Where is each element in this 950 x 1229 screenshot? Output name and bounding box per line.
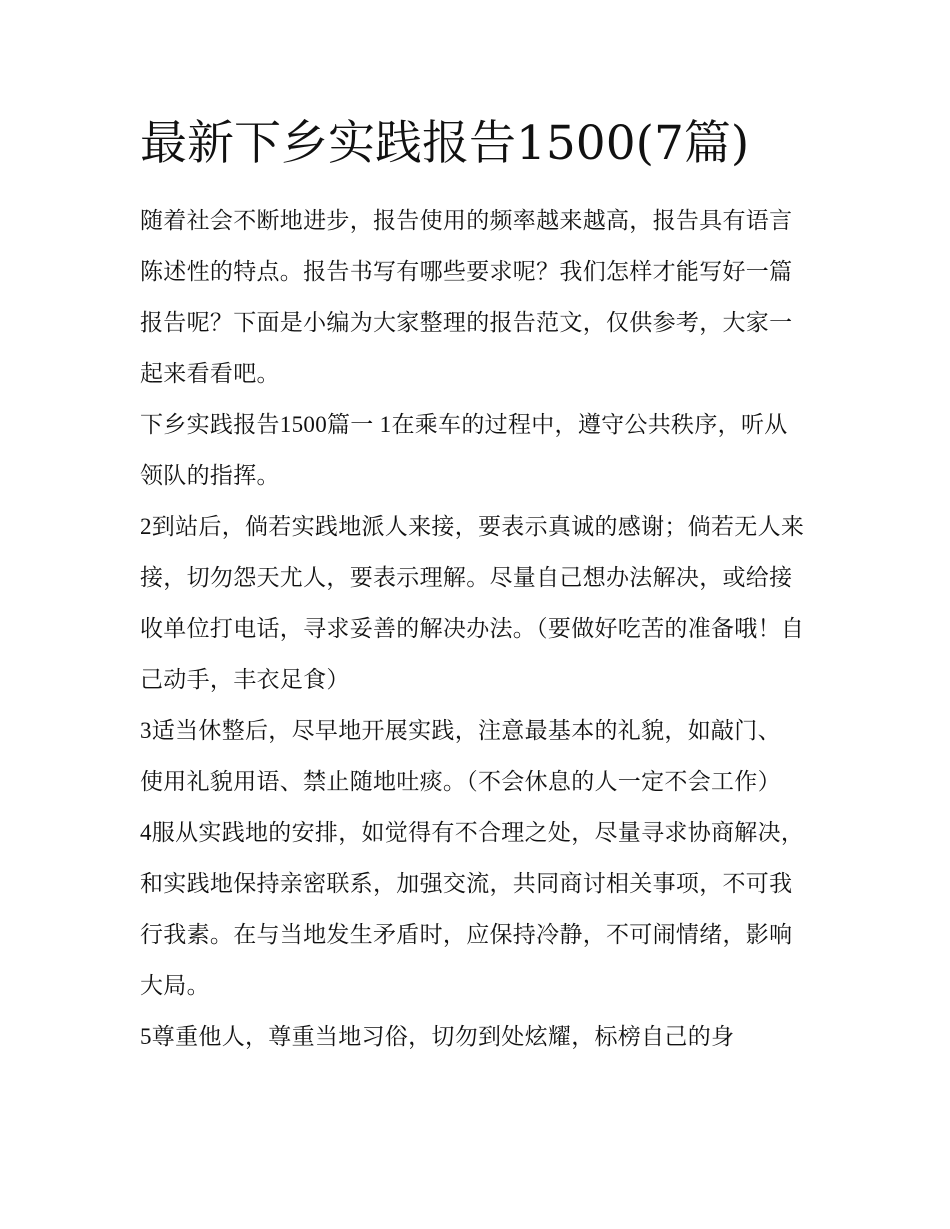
section-heading-paragraph: 下乡实践报告1500篇一 1在乘车的过程中，遵守公共秩序，听从领队的指挥。	[140, 412, 788, 488]
point-3-paragraph: 3适当休整后，尽早地开展实践，注意最基本的礼貌，如敲门、使用礼貌用语、禁止随地吐痰。（不会休息的人一定不会工作）	[140, 718, 781, 794]
document-body	[140, 112, 815, 1062]
point-4-paragraph: 4服从实践地的安排，如觉得有不合理之处，尽量寻求协商解决，和实践地保持亲密联系，加强交流，共同商讨相关事项，不可我行我素。在与当地发生矛盾时，应保持冷静，不可闹情绪，影响大局。	[140, 820, 805, 998]
point-2-paragraph: 2到站后，倘若实践地派人来接，要表示真诚的感谢；倘若无人来接，切勿怨天尤人，要表示理解。尽量自己想办法解决，或给接收单位打电话，寻求妥善的解决办法。（要做好吃苦的准备哦！自己动手，丰衣足食）	[140, 514, 805, 692]
point-5-paragraph: 5尊重他人，尊重当地习俗，切勿到处炫耀，标榜自己的身	[140, 1024, 735, 1049]
document-title: 最新下乡实践报告1500(7篇)	[140, 116, 750, 171]
intro-paragraph: 随着社会不断地进步，报告使用的频率越来越高，报告具有语言陈述性的特点。报告书写有哪些要求呢？我们怎样才能写好一篇报告呢？下面是小编为大家整理的报告范文，仅供参考，大家一起来看看吧。	[140, 208, 793, 386]
